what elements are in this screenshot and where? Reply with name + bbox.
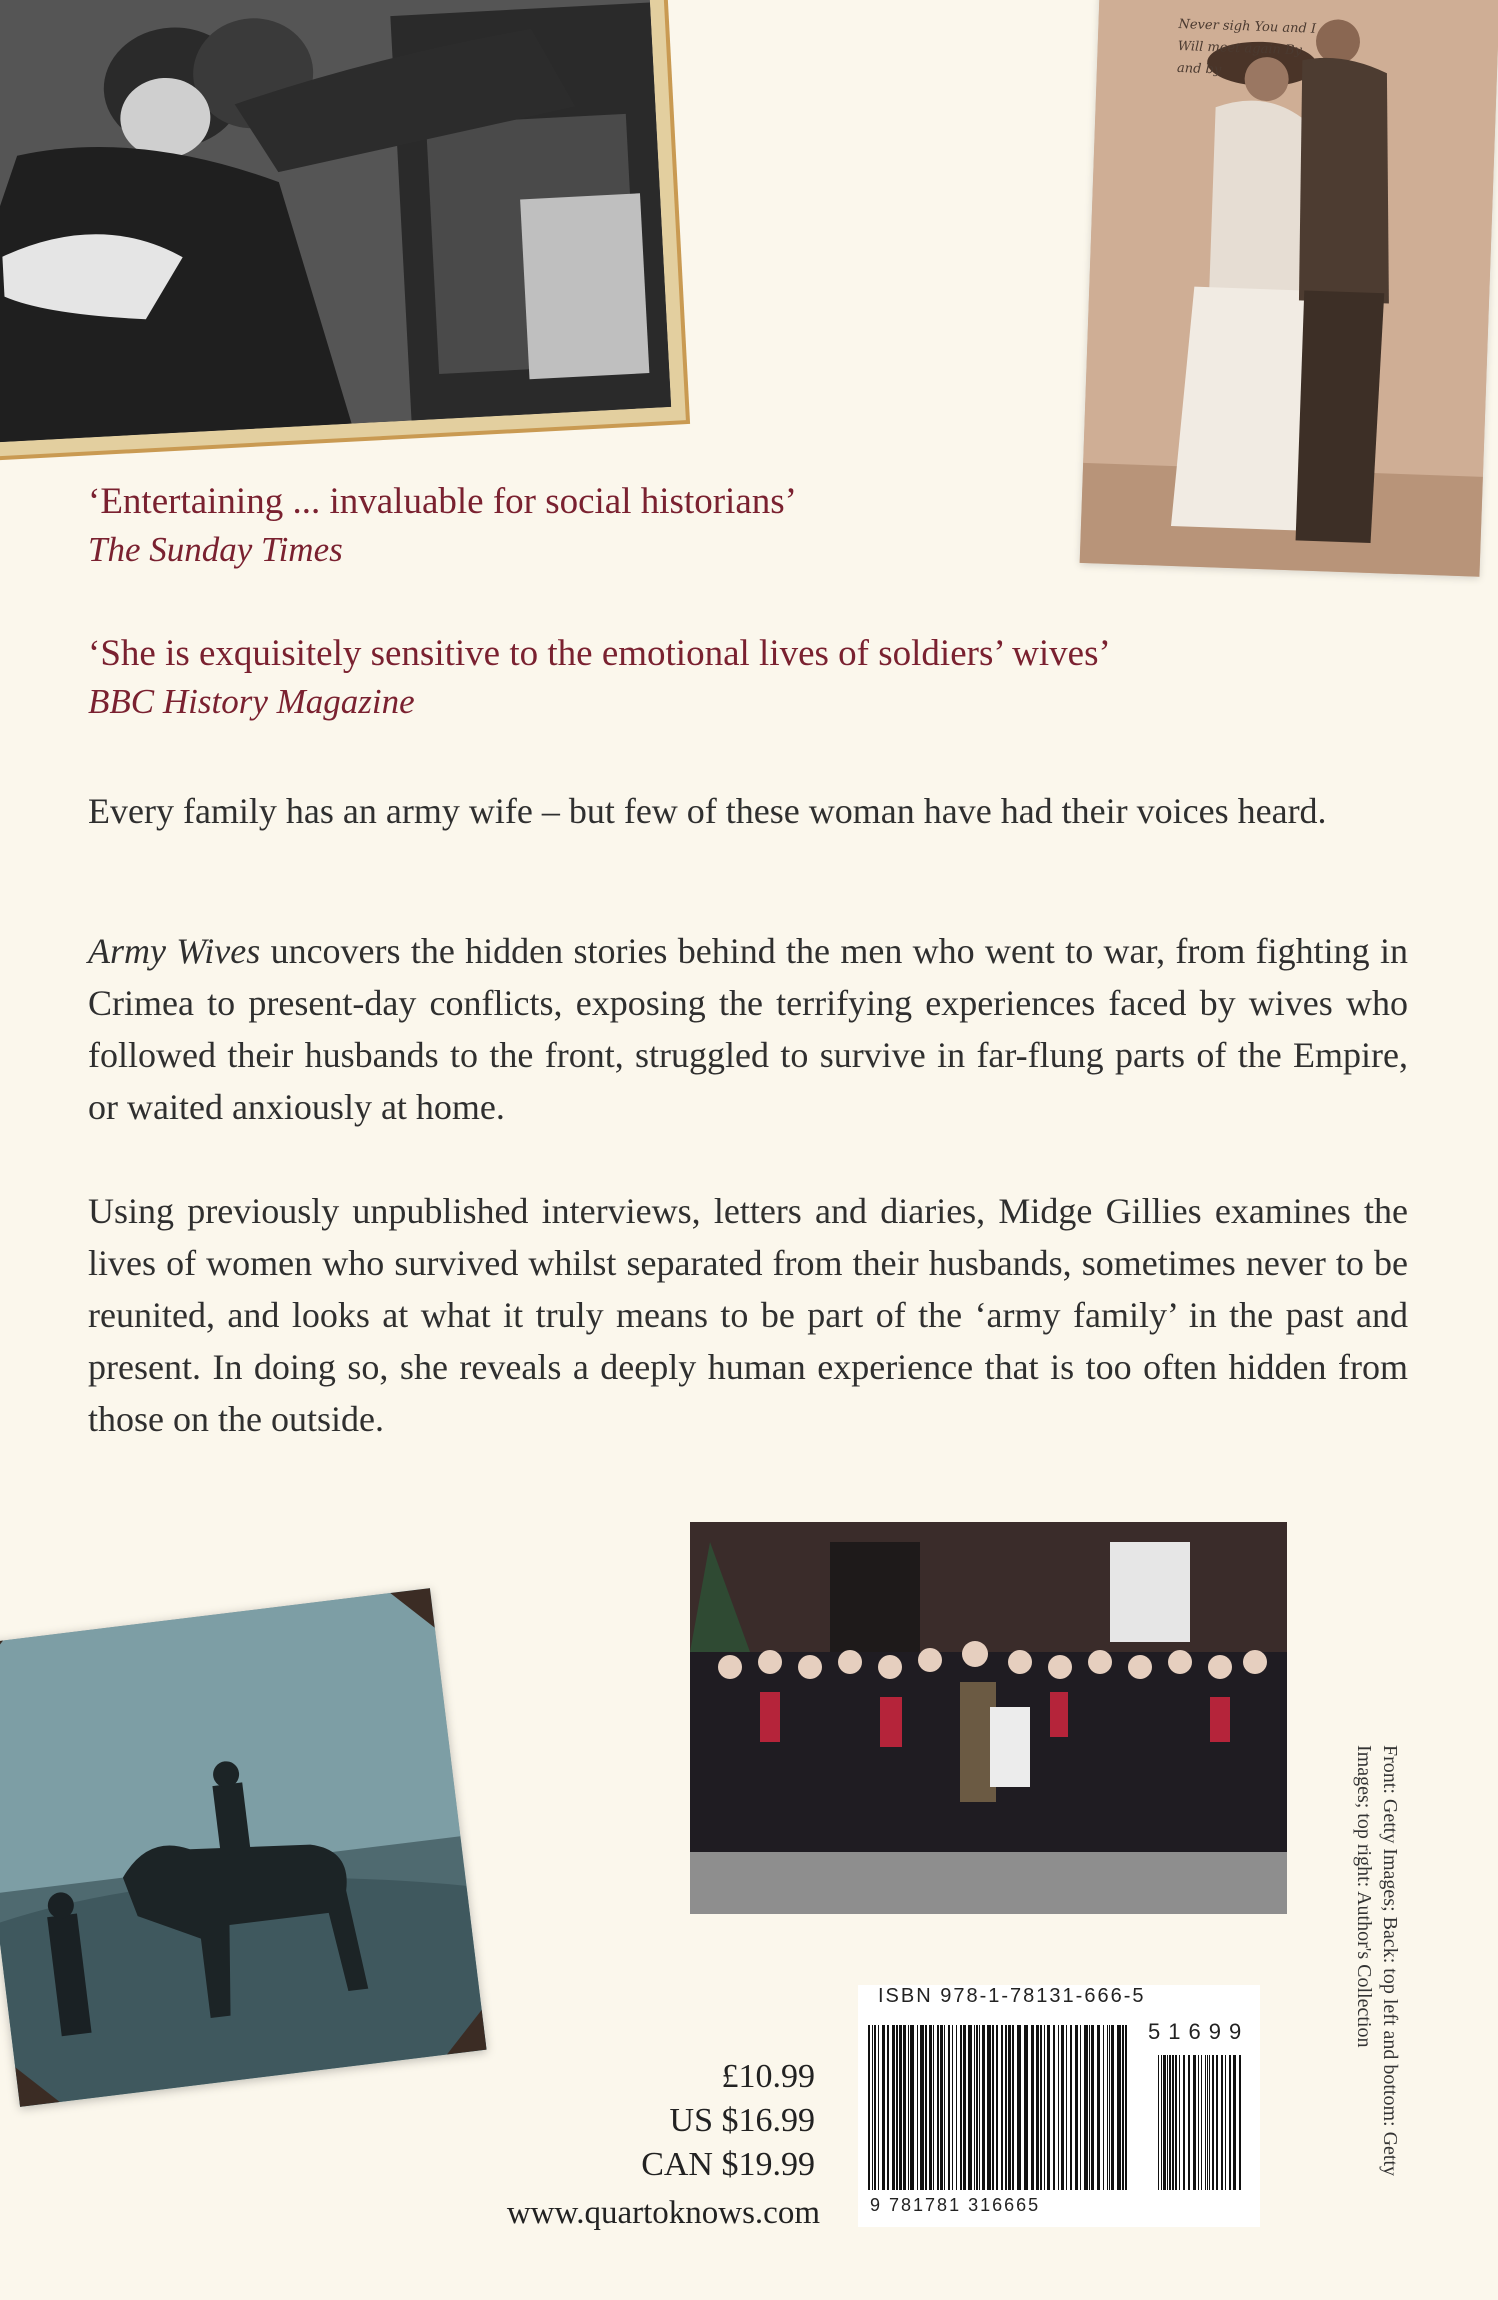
website-url: www.quartoknows.com [506, 2195, 820, 2231]
postcard-script-text: Never sigh You and I Will meet again By and by [1176, 16, 1317, 78]
blurb-paragraph-1: Every family has an army wife – but few of these woman have had their voices heard. [88, 791, 1327, 831]
price-can: CAN $19.99 [641, 2146, 815, 2183]
review-source-1: The Sunday Times [88, 530, 343, 569]
sepia-postcard-couple [1080, 0, 1498, 577]
price-code: 51699 [1148, 2019, 1250, 2044]
isbn-label: ISBN 978-1-78131-666-5 [878, 1985, 1146, 2007]
kissing-couple-photo [0, 0, 671, 442]
price-block [560, 2055, 815, 2187]
price-gbp: £10.99 [721, 2058, 815, 2095]
price-us: US $16.99 [669, 2102, 815, 2139]
review-source-2: BBC History Magazine [88, 682, 415, 721]
book-title: Army Wives [88, 931, 261, 971]
group-of-army-wives-photo [690, 1522, 1287, 1914]
horse-rider-photo [0, 1588, 487, 2107]
blurb-paragraph-2 [88, 925, 1408, 1133]
photo-credits: Front: Getty Images; Back: top left and bottom: Getty Images; top right: Author's Collection [1353, 1745, 1401, 2177]
review-quote-1: ‘Entertaining ... invaluable for social historians’ [88, 481, 797, 522]
ean-digits: 9 781781 316665 [870, 2195, 1041, 2215]
isbn-barcode [858, 1985, 1260, 2227]
blurb-paragraph-3: Using previously unpublished interviews, letters and diaries, Midge Gillies examines the lives of women who survived whilst separated from their husbands, sometimes never to be reunited, and looks at what it truly means to be part of the ‘army family’ in the past and present. In doing so, she reveals a deeply human experience that is too often hidden from those on the outside. [88, 1191, 1408, 1439]
review-quote-2: ‘She is exquisitely sensitive to the emotional lives of soldiers’ wives’ [88, 633, 1111, 674]
blurb-paragraph-2-text: uncovers the hidden stories behind the men who went to war, from fighting in Crimea to present-day conflicts, exposing the terrifying experiences faced by wives who followed their husbands to the front, struggled to survive in far-flung parts of the Empire, or waited anxiously at home. [88, 931, 1408, 1127]
